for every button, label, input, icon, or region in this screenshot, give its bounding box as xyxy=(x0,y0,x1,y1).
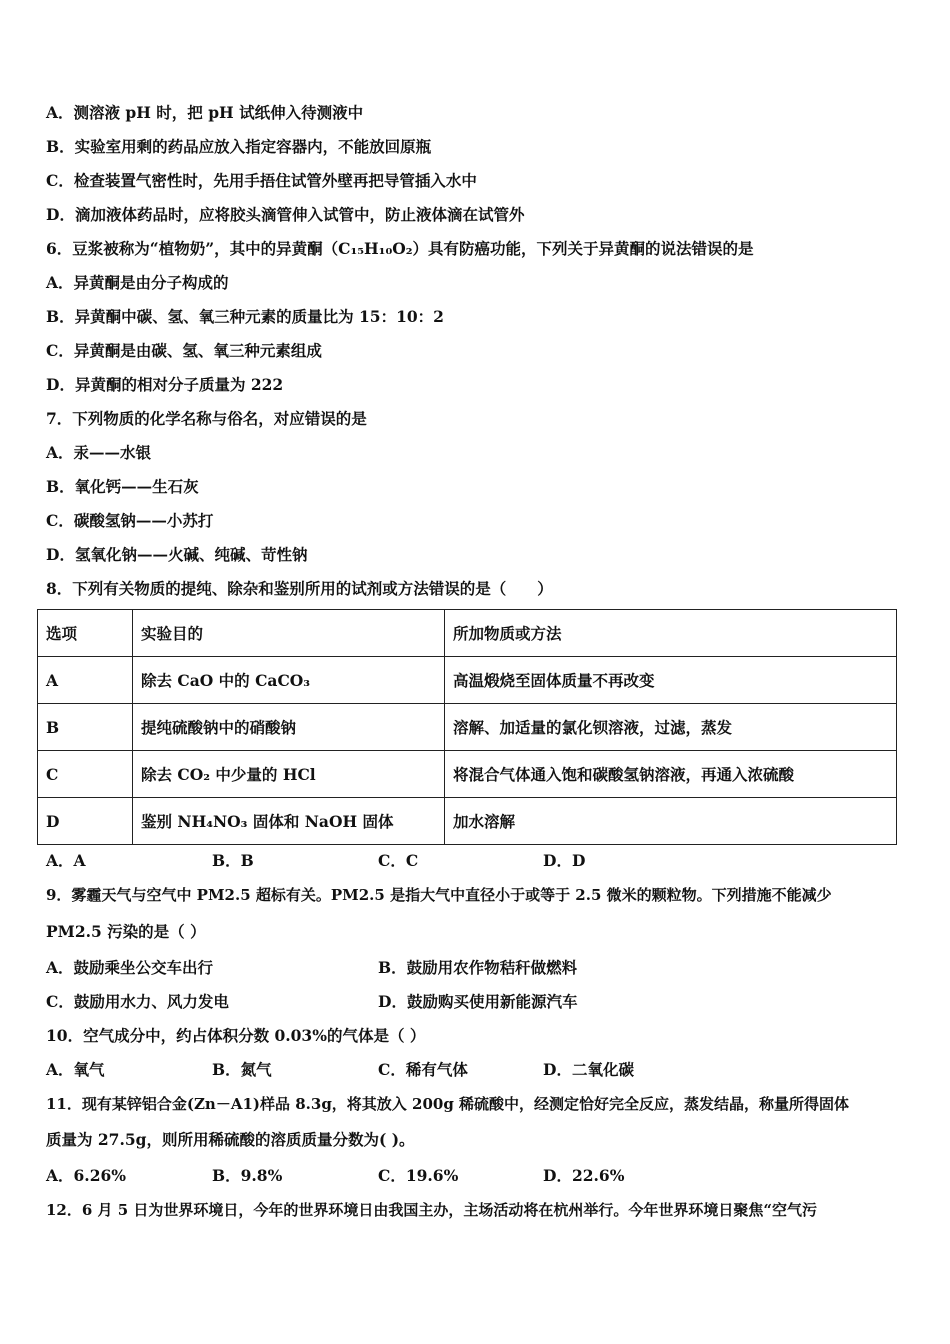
q6-stem: 6．豆浆被称为“植物奶”，其中的异黄酮（C₁₅H₁₀O₂）具有防癌功能，下列关于异黄酮的说法错误的是 xyxy=(46,239,754,258)
q7-option-c: C．碳酸氢钠——小苏打 xyxy=(46,511,214,530)
table-header-cell: 选项 xyxy=(38,610,133,657)
q11-option-a: A．6.26% xyxy=(46,1166,127,1185)
q9-option-b: B．鼓励用农作物秸秆做燃料 xyxy=(378,958,578,977)
table-cell: 高温煅烧至固体质量不再改变 xyxy=(445,657,897,704)
table-cell: 溶解、加适量的氯化钡溶液，过滤，蒸发 xyxy=(445,704,897,751)
table-row xyxy=(38,704,897,751)
table-cell: 除去 CO₂ 中少量的 HCl xyxy=(133,751,445,798)
q8-table xyxy=(37,609,897,845)
q11-stem-line1: 11．现有某锌铝合金(Zn－A1)样品 8.3g，将其放入 200g 稀硫酸中，经测定恰好完全反应，蒸发结晶，称量所得固体 xyxy=(46,1095,850,1113)
q8-stem: 8．下列有关物质的提纯、除杂和鉴别所用的试剂或方法错误的是（ ） xyxy=(46,579,553,598)
q9-stem-line1: 9．雾霾天气与空气中 PM2.5 超标有关。PM2.5 是指大气中直径小于或等于 2.5 微米的颗粒物。下列措施不能减少 xyxy=(46,886,832,904)
q10-stem: 10．空气成分中，约占体积分数 0.03%的气体是（ ） xyxy=(46,1026,426,1045)
table-cell: 鉴别 NH₄NO₃ 固体和 NaOH 固体 xyxy=(133,798,445,845)
q10-option-d: D．二氧化碳 xyxy=(543,1060,634,1079)
q10-option-b: B．氮气 xyxy=(212,1060,272,1079)
q6-option-a: A．异黄酮是由分子构成的 xyxy=(46,273,229,292)
q5-option-c: C．检查装置气密性时，先用手捂住试管外壁再把导管插入水中 xyxy=(46,171,477,190)
q11-option-b: B．9.8% xyxy=(212,1166,283,1185)
table-cell: B xyxy=(38,704,133,751)
q11-option-d: D．22.6% xyxy=(543,1166,625,1185)
q7-option-d: D．氢氧化钠——火碱、纯碱、苛性钠 xyxy=(46,545,308,564)
q10-option-c: C．稀有气体 xyxy=(378,1060,468,1079)
q7-option-b: B．氧化钙——生石灰 xyxy=(46,477,199,496)
q12-stem-line1: 12．6 月 5 日为世界环境日，今年的世界环境日由我国主办，主场活动将在杭州举行。今年世界环境日聚焦“空气污 xyxy=(46,1201,818,1219)
q8-option-c: C．C xyxy=(378,851,419,870)
q11-option-c: C．19.6% xyxy=(378,1166,459,1185)
table-header-cell: 所加物质或方法 xyxy=(445,610,897,657)
table-row xyxy=(38,798,897,845)
q9-option-c: C．鼓励用水力、风力发电 xyxy=(46,992,229,1011)
table-header-row xyxy=(38,610,897,657)
q6-option-d: D．异黄酮的相对分子质量为 222 xyxy=(46,375,284,394)
q5-option-a: A．测溶液 pH 时，把 pH 试纸伸入待测液中 xyxy=(46,103,364,122)
table-header-cell: 实验目的 xyxy=(133,610,445,657)
table-cell: 除去 CaO 中的 CaCO₃ xyxy=(133,657,445,704)
table-row xyxy=(38,657,897,704)
table-row xyxy=(38,751,897,798)
table-cell: 将混合气体通入饱和碳酸氢钠溶液，再通入浓硫酸 xyxy=(445,751,897,798)
q7-stem: 7．下列物质的化学名称与俗名，对应错误的是 xyxy=(46,409,367,428)
q10-option-a: A．氧气 xyxy=(46,1060,105,1079)
q9-option-d: D．鼓励购买使用新能源汽车 xyxy=(378,992,578,1011)
q6-option-b: B．异黄酮中碳、氢、氧三种元素的质量比为 15：10：2 xyxy=(46,307,444,326)
q9-stem-line2: PM2.5 污染的是（ ） xyxy=(46,922,206,941)
q11-stem-line2: 质量为 27.5g，则所用稀硫酸的溶质质量分数为( )。 xyxy=(46,1130,415,1149)
q5-option-b: B．实验室用剩的药品应放入指定容器内，不能放回原瓶 xyxy=(46,137,432,156)
q8-option-b: B．B xyxy=(212,851,254,870)
table-cell: 提纯硫酸钠中的硝酸钠 xyxy=(133,704,445,751)
q5-option-d: D．滴加液体药品时，应将胶头滴管伸入试管中，防止液体滴在试管外 xyxy=(46,205,525,224)
table-cell: D xyxy=(38,798,133,845)
q6-option-c: C．异黄酮是由碳、氢、氧三种元素组成 xyxy=(46,341,322,360)
table-cell: C xyxy=(38,751,133,798)
q8-option-d: D．D xyxy=(543,851,586,870)
q9-option-a: A．鼓励乘坐公交车出行 xyxy=(46,958,214,977)
table-cell: A xyxy=(38,657,133,704)
q7-option-a: A．汞——水银 xyxy=(46,443,152,462)
table-cell: 加水溶解 xyxy=(445,798,897,845)
q8-option-a: A．A xyxy=(46,851,86,870)
